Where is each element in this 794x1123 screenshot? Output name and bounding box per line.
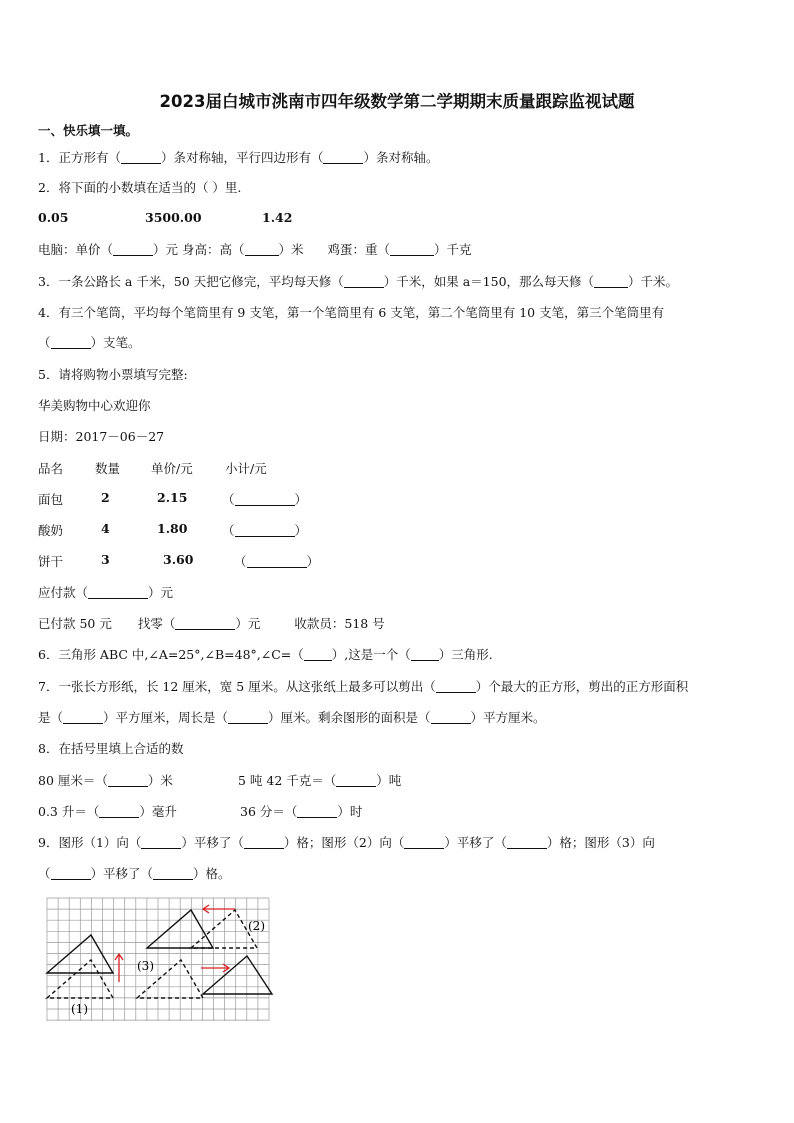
receipt-item-price: 3.60 bbox=[163, 552, 194, 567]
answer-blank[interactable] bbox=[431, 711, 471, 724]
answer-blank[interactable] bbox=[245, 243, 279, 256]
question-4: 4．有三个笔筒，平均每个笔筒里有 9 支笔，第一个笔筒里有 6 支笔，第二个笔筒里有 10 支笔，第三个笔筒里有 bbox=[38, 305, 665, 320]
figure-label-2: (2) bbox=[248, 919, 265, 933]
receipt-header: 数量 bbox=[95, 461, 121, 476]
receipt-item-qty: 3 bbox=[101, 552, 110, 567]
receipt-item-subtotal: （ ） bbox=[234, 554, 320, 569]
translation-grid-figure bbox=[45, 896, 275, 1026]
answer-blank[interactable] bbox=[235, 493, 295, 506]
answer-blank[interactable] bbox=[247, 555, 307, 568]
answer-blank[interactable] bbox=[344, 275, 384, 288]
figure-label-3: (3) bbox=[137, 959, 154, 973]
answer-blank[interactable] bbox=[121, 151, 161, 164]
answer-blank[interactable] bbox=[108, 774, 148, 787]
receipt-item-qty: 2 bbox=[101, 490, 110, 505]
answer-blank[interactable] bbox=[436, 680, 476, 693]
arrow-left bbox=[203, 905, 235, 913]
answer-blank[interactable] bbox=[323, 151, 363, 164]
answer-blank[interactable] bbox=[113, 243, 153, 256]
answer-blank[interactable] bbox=[304, 648, 332, 661]
answer-blank[interactable] bbox=[88, 586, 148, 599]
question-9: 9．图形（1）向（ ）平移了（ ）格；图形（2）向（ ）平移了（ ）格；图形（3）向 bbox=[38, 835, 655, 850]
answer-blank[interactable] bbox=[63, 711, 103, 724]
arrow-up bbox=[115, 954, 123, 982]
question-2: 2．将下面的小数填在适当的（ ）里. bbox=[38, 180, 242, 195]
answer-blank[interactable] bbox=[336, 774, 376, 787]
conversion-item: 36 分＝（ ）时 bbox=[240, 804, 363, 819]
question-9-cont: （ ）平移了（ ）格。 bbox=[38, 866, 231, 881]
receipt-shop: 华美购物中心欢迎你 bbox=[38, 398, 151, 413]
answer-blank[interactable] bbox=[51, 867, 91, 880]
question-5: 5．请将购物小票填写完整: bbox=[38, 367, 188, 382]
answer-blank[interactable] bbox=[244, 836, 284, 849]
conversion-item: 80 厘米＝（ ）米 bbox=[38, 773, 173, 788]
question-2-blanks: 电脑：单价（ ）元 身高：高（ ）米 鸡蛋：重（ ）千克 bbox=[38, 242, 472, 257]
receipt-item-subtotal: （ ） bbox=[222, 492, 308, 507]
receipt-item-name: 酸奶 bbox=[38, 523, 64, 538]
receipt-header: 品名 bbox=[38, 461, 64, 476]
question-8: 8．在括号里填上合适的数 bbox=[38, 741, 184, 756]
answer-blank[interactable] bbox=[141, 836, 181, 849]
answer-blank[interactable] bbox=[153, 867, 193, 880]
receipt-payment: 已付款 50 元 找零（ ）元 收款员：518 号 bbox=[38, 616, 385, 631]
page-title: 2023届白城市洮南市四年级数学第二学期期末质量跟踪监视试题 bbox=[159, 92, 635, 111]
decimal-value: 1.42 bbox=[262, 210, 293, 225]
receipt-item-name: 面包 bbox=[38, 492, 64, 507]
receipt-item-qty: 4 bbox=[101, 521, 110, 536]
receipt-date: 日期：2017－06－27 bbox=[38, 429, 165, 444]
receipt-header: 单价/元 bbox=[151, 461, 193, 476]
question-4-cont: （ ）支笔。 bbox=[38, 335, 141, 350]
answer-blank[interactable] bbox=[228, 711, 268, 724]
conversion-item: 0.3 升＝（ ）毫升 bbox=[38, 804, 177, 819]
answer-blank[interactable] bbox=[390, 243, 434, 256]
answer-blank[interactable] bbox=[507, 836, 547, 849]
question-3: 3．一条公路长 a 千米，50 天把它修完，平均每天修（ ）千米，如果 a＝150，那么每天修（ ）千米。 bbox=[38, 274, 679, 289]
decimal-value: 3500.00 bbox=[145, 210, 202, 225]
answer-blank[interactable] bbox=[297, 805, 337, 818]
answer-blank[interactable] bbox=[51, 336, 91, 349]
answer-blank[interactable] bbox=[411, 648, 439, 661]
answer-blank[interactable] bbox=[175, 617, 235, 630]
answer-blank[interactable] bbox=[235, 524, 295, 537]
receipt-due: 应付款（ ）元 bbox=[38, 585, 174, 600]
receipt-item-price: 2.15 bbox=[157, 490, 188, 505]
answer-blank[interactable] bbox=[99, 805, 139, 818]
question-1: 1．正方形有（ ）条对称轴，平行四边形有（ ）条对称轴。 bbox=[38, 150, 439, 165]
receipt-item-price: 1.80 bbox=[157, 521, 188, 536]
question-7-cont: 是（ ）平方厘米，周长是（ ）厘米。剩余图形的面积是（ ）平方厘米。 bbox=[38, 710, 546, 725]
arrow-right bbox=[201, 964, 229, 972]
answer-blank[interactable] bbox=[594, 275, 628, 288]
question-7: 7．一张长方形纸，长 12 厘米，宽 5 厘米。从这张纸上最多可以剪出（ ）个最大的正方形，剪出的正方形面积 bbox=[38, 679, 689, 694]
figure-label-1: (1) bbox=[71, 1002, 88, 1016]
question-6: 6．三角形 ABC 中,∠A=25°,∠B=48°,∠C=（ ）,这是一个（ ）三角形. bbox=[38, 647, 493, 662]
receipt-item-subtotal: （ ） bbox=[222, 523, 308, 538]
section-heading: 一、快乐填一填。 bbox=[38, 123, 139, 138]
receipt-item-name: 饼干 bbox=[38, 554, 64, 569]
receipt-header: 小计/元 bbox=[225, 461, 267, 476]
conversion-item: 5 吨 42 千克＝（ ）吨 bbox=[238, 773, 402, 788]
answer-blank[interactable] bbox=[404, 836, 444, 849]
decimal-value: 0.05 bbox=[38, 210, 69, 225]
